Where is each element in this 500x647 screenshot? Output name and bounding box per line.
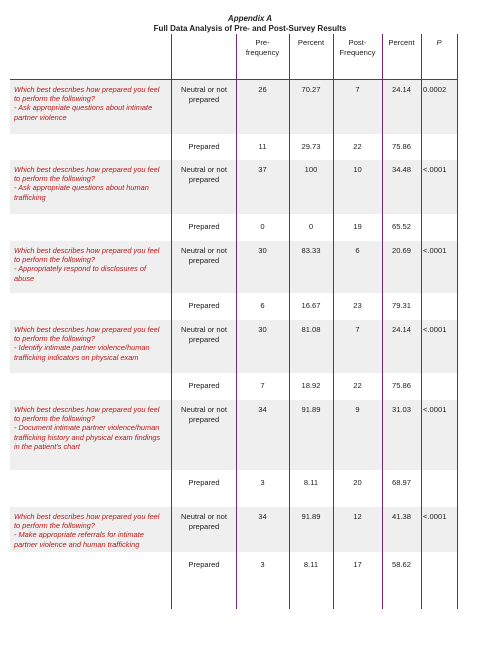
header-p-value: P [436, 38, 442, 47]
neutral-label-cell: Neutral or not prepared [180, 512, 227, 531]
question-text: Which best describes how prepared you feel to perform the following? - Ask appropriate questions about intimate partner violence [14, 85, 160, 122]
neutral-pct-post-cell: 34.48 [391, 165, 411, 174]
header-rule [10, 79, 457, 80]
prepared-post-cell: 23 [353, 301, 362, 310]
neutral-p-cell: <.0001 [423, 405, 447, 414]
prepared-pct-pre-cell: 8.11 [303, 478, 319, 487]
prepared-pre-cell: 6 [260, 301, 265, 310]
prepared-pct-pre-cell: 18.92 [301, 381, 321, 390]
column-divider [421, 34, 422, 609]
prepared-label-cell: Prepared [188, 222, 220, 231]
prepared-pre-cell: 7 [260, 381, 265, 390]
column-divider [289, 34, 290, 609]
neutral-pct-post-cell: 41.38 [391, 512, 411, 521]
prepared-label-cell: Prepared [188, 478, 220, 487]
prepared-pct-pre-cell: 0 [308, 222, 314, 231]
prepared-label-cell: Prepared [188, 560, 220, 569]
prepared-pct-post-cell: 75.86 [391, 381, 411, 390]
neutral-pct-pre-cell: 91.89 [301, 512, 321, 521]
question-text: Which best describes how prepared you feel to perform the following? - Document intimate partner violence/human trafficking history and physical exam findings in the patient's chart [14, 405, 161, 451]
neutral-pct-post-cell: 31.03 [391, 405, 411, 414]
appendix-title: Appendix A [227, 14, 273, 23]
column-divider [171, 34, 172, 609]
prepared-post-cell: 19 [353, 222, 362, 231]
table-caption: Full Data Analysis of Pre- and Post-Survey Results [153, 24, 347, 33]
question-text: Which best describes how prepared you feel to perform the following? - Appropriately respond to disclosures of abuse [14, 246, 160, 283]
neutral-label-cell: Neutral or not prepared [180, 165, 227, 184]
prepared-pre-cell: 11 [258, 142, 267, 151]
column-divider [333, 34, 334, 609]
header-post-frequency: Post- Frequency [339, 38, 376, 57]
prepared-pre-cell: 3 [260, 560, 265, 569]
prepared-pct-pre-cell: 16.67 [301, 301, 321, 310]
prepared-label-cell: Prepared [188, 301, 220, 310]
neutral-label-cell: Neutral or not prepared [180, 85, 227, 104]
column-divider [382, 34, 383, 609]
header-pre-frequency: Pre- frequency [245, 38, 280, 57]
question-text: Which best describes how prepared you feel to perform the following? - Make appropriate referrals for intimate partner violence and human trafficking [14, 512, 160, 549]
column-divider [457, 34, 458, 609]
header-percent-post: Percent [388, 38, 415, 47]
neutral-post-cell: 7 [355, 325, 360, 334]
prepared-pct-post-cell: 58.62 [391, 560, 411, 569]
column-divider [236, 34, 237, 609]
neutral-post-cell: 12 [353, 512, 362, 521]
neutral-pre-cell: 30 [258, 325, 267, 334]
neutral-label-cell: Neutral or not prepared [180, 405, 227, 424]
prepared-pct-pre-cell: 8.11 [303, 560, 319, 569]
neutral-pre-cell: 26 [258, 85, 267, 94]
neutral-p-cell: <.0001 [423, 165, 447, 174]
neutral-label-cell: Neutral or not prepared [180, 246, 227, 265]
question-text: Which best describes how prepared you feel to perform the following? - Identify intimate partner violence/human trafficking indicators on physical exam [14, 325, 160, 362]
neutral-pre-cell: 34 [258, 405, 267, 414]
neutral-pct-post-cell: 20.69 [391, 246, 411, 255]
neutral-pct-pre-cell: 91.89 [301, 405, 321, 414]
prepared-pct-pre-cell: 29.73 [301, 142, 321, 151]
neutral-p-cell: <.0001 [423, 512, 447, 521]
neutral-pct-pre-cell: 70.27 [301, 85, 321, 94]
prepared-label-cell: Prepared [188, 381, 220, 390]
neutral-pre-cell: 34 [258, 512, 267, 521]
neutral-post-cell: 7 [355, 85, 360, 94]
prepared-pre-cell: 3 [260, 478, 265, 487]
neutral-pre-cell: 37 [258, 165, 267, 174]
neutral-label-cell: Neutral or not prepared [180, 325, 227, 344]
prepared-post-cell: 17 [353, 560, 362, 569]
prepared-pct-post-cell: 79.31 [391, 301, 411, 310]
neutral-p-cell: <.0001 [423, 325, 447, 334]
neutral-pct-pre-cell: 100 [304, 165, 318, 174]
header-percent-pre: Percent [297, 38, 325, 47]
prepared-label-cell: Prepared [188, 142, 220, 151]
neutral-p-cell: <.0001 [423, 246, 447, 255]
prepared-post-cell: 22 [353, 381, 362, 390]
prepared-pre-cell: 0 [260, 222, 265, 231]
neutral-post-cell: 6 [355, 246, 360, 255]
neutral-pct-post-cell: 24.14 [391, 325, 411, 334]
neutral-pct-pre-cell: 81.08 [301, 325, 321, 334]
neutral-pre-cell: 30 [258, 246, 267, 255]
prepared-pct-post-cell: 75.86 [391, 142, 411, 151]
neutral-p-cell: 0.0002 [423, 85, 447, 94]
neutral-post-cell: 9 [355, 405, 360, 414]
prepared-post-cell: 20 [353, 478, 362, 487]
prepared-pct-post-cell: 68.97 [391, 478, 411, 487]
prepared-pct-post-cell: 65.52 [391, 222, 411, 231]
neutral-pct-pre-cell: 83.33 [301, 246, 321, 255]
prepared-post-cell: 22 [353, 142, 362, 151]
neutral-pct-post-cell: 24.14 [391, 85, 411, 94]
neutral-post-cell: 10 [353, 165, 362, 174]
question-text: Which best describes how prepared you feel to perform the following? - Ask appropriate questions about human trafficking [14, 165, 160, 202]
